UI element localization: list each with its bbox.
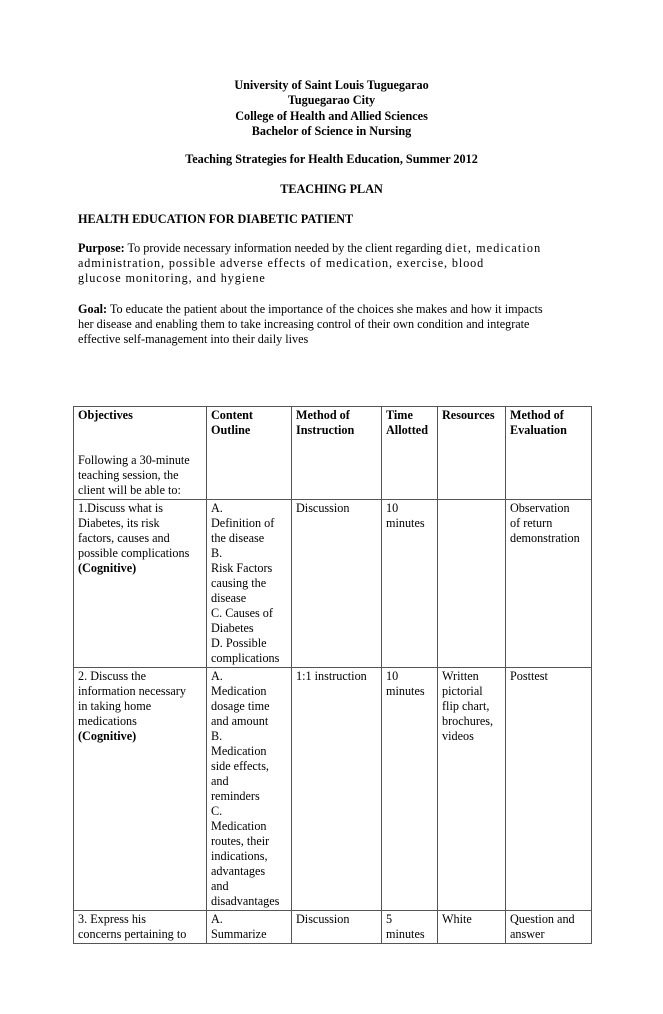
content-line: Diabetes (211, 621, 254, 635)
content-line: dosage time (211, 699, 270, 713)
goal-label: Goal: (78, 302, 108, 316)
content-line: Definition of (211, 516, 275, 530)
time-line: 10 (386, 669, 399, 683)
domain-label: (Cognitive) (78, 561, 137, 575)
university-name: University of Saint Louis Tuguegarao (234, 78, 429, 92)
cell-method (292, 668, 382, 911)
plan-title: HEALTH EDUCATION FOR DIABETIC PATIENT (78, 212, 354, 226)
content-line: A. (211, 912, 223, 926)
content-line: B. (211, 729, 223, 743)
table-row (74, 911, 592, 944)
time-line: 5 (386, 912, 393, 926)
cell-method (292, 911, 382, 944)
objective-line: information necessary (78, 684, 186, 698)
cell-objective (74, 668, 207, 911)
cell-objective (74, 500, 207, 668)
content-line: Risk Factors (211, 561, 273, 575)
content-line: disease (211, 591, 247, 605)
content-line: causing the (211, 576, 267, 590)
cell-resources (438, 668, 506, 911)
purpose-text: To provide necessary information needed by the client regarding (127, 241, 443, 255)
content-line: reminders (211, 789, 260, 803)
header-time-allotted: Time Allotted (382, 407, 438, 500)
evaluation-line: of return (510, 516, 553, 530)
content-line: Medication (211, 684, 267, 698)
evaluation-line: Posttest (510, 669, 548, 683)
goal-line-1: To educate the patient about the importance of the choices she makes and how it impacts (109, 302, 543, 316)
purpose-text-spaced: diet, medication (445, 241, 542, 255)
cell-content (207, 668, 292, 911)
goal-line-2: her disease and enabling them to take increasing control of their own condition and integrate (78, 317, 530, 331)
cell-evaluation (506, 668, 592, 911)
purpose-label: Purpose: (78, 241, 125, 255)
goal-section (78, 302, 588, 347)
method-line: Discussion (296, 501, 350, 515)
method-line: Discussion (296, 912, 350, 926)
cell-resources (438, 911, 506, 944)
content-line: complications (211, 651, 280, 665)
header-method-of-instruction: Method of Instruction (292, 407, 382, 500)
cell-time (382, 668, 438, 911)
resources-line: flip chart, (442, 699, 490, 713)
header-resources: Resources (438, 407, 506, 500)
resources-line: Written (442, 669, 479, 683)
purpose-line-3: glucose monitoring, and hygiene (78, 271, 266, 285)
teaching-plan-table (73, 406, 592, 944)
resources-line: pictorial (442, 684, 483, 698)
evaluation-line: Observation (510, 501, 570, 515)
evaluation-line: demonstration (510, 531, 580, 545)
content-line: advantages (211, 864, 266, 878)
cell-objective (74, 911, 207, 944)
cell-time (382, 911, 438, 944)
evaluation-line: answer (510, 927, 545, 941)
resources-line: White (442, 912, 472, 926)
content-line: Summarize (211, 927, 267, 941)
content-line: indications, (211, 849, 268, 863)
content-line: disadvantages (211, 894, 280, 908)
resources-line: brochures, (442, 714, 494, 728)
objective-line: 2. Discuss the (78, 669, 147, 683)
content-line: Medication (211, 744, 267, 758)
content-line: D. Possible (211, 636, 267, 650)
content-line: the disease (211, 531, 265, 545)
content-line: routes, their (211, 834, 270, 848)
table-row (74, 668, 592, 911)
content-line: A. (211, 501, 223, 515)
content-line: A. (211, 669, 223, 683)
objective-line: factors, causes and (78, 531, 170, 545)
header-content-outline: Content Outline (207, 407, 292, 500)
cell-method (292, 500, 382, 668)
domain-label: (Cognitive) (78, 729, 137, 743)
course-title: Teaching Strategies for Health Education, Summer 2012 (185, 152, 478, 166)
college-name: College of Health and Allied Sciences (235, 108, 428, 123)
header-objectives: Objectives Following a 30-minute teaching session, the client will be able to: (74, 407, 207, 500)
resources-line: videos (442, 729, 474, 743)
content-line: and (211, 879, 229, 893)
header-method-of-evaluation: Method of Evaluation (506, 407, 592, 500)
cell-content (207, 911, 292, 944)
cell-evaluation (506, 500, 592, 668)
doc-type-title: TEACHING PLAN (280, 182, 383, 196)
cell-resources (438, 500, 506, 668)
cell-evaluation (506, 911, 592, 944)
evaluation-line: Question and (510, 912, 575, 926)
purpose-line-2: administration, possible adverse effects of medication, exercise, blood (78, 256, 485, 270)
content-line: and amount (211, 714, 269, 728)
method-line: 1:1 instruction (296, 669, 367, 683)
time-line: 10 (386, 501, 399, 515)
content-line: side effects, (211, 759, 269, 773)
program-name: Bachelor of Science in Nursing (251, 123, 412, 138)
objective-line: medications (78, 714, 137, 728)
content-line: B. (211, 546, 223, 560)
table-row (74, 500, 592, 668)
table-header-row (74, 407, 592, 500)
content-line: C. (211, 804, 223, 818)
objective-line: 1.Discuss what is (78, 501, 163, 515)
content-line: C. Causes of (211, 606, 273, 620)
objective-line: Diabetes, its risk (78, 516, 160, 530)
objective-line: 3. Express his (78, 912, 147, 926)
cell-time (382, 500, 438, 668)
goal-line-3: effective self-management into their daily lives (78, 332, 309, 346)
objective-line: concerns pertaining to (78, 927, 187, 941)
objective-line: in taking home (78, 699, 152, 713)
cell-content (207, 500, 292, 668)
purpose-section (78, 241, 588, 286)
content-line: and (211, 774, 229, 788)
objective-line: possible complications (78, 546, 190, 560)
content-line: Medication (211, 819, 267, 833)
document-header (0, 78, 663, 139)
time-line: minutes (386, 516, 425, 530)
city-name: Tuguegarao City (287, 93, 376, 108)
time-line: minutes (386, 927, 425, 941)
time-line: minutes (386, 684, 425, 698)
